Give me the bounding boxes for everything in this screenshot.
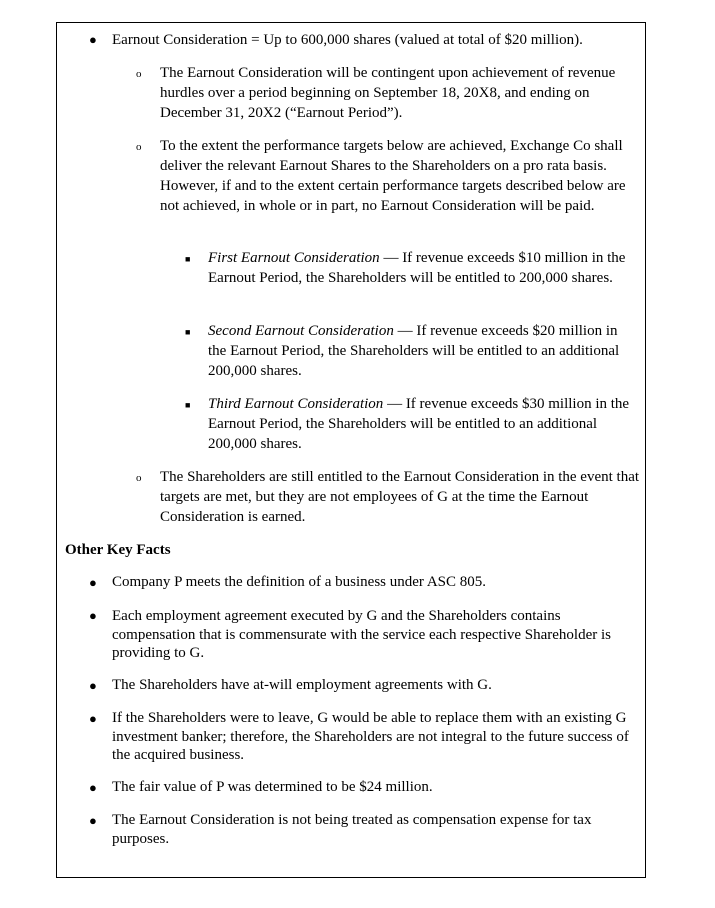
bullet-square: ■ (185, 254, 191, 264)
bullet-disc: ● (89, 711, 97, 726)
tier-third-text: — If revenue exceeds $30 million in the Earnout Period, the Shareholders will be entitled to an additional 200,000 shares. (208, 396, 630, 452)
earnout-contingency-text: The Earnout Consideration will be contingent upon achievement of revenue hurdles over a period beginning on September 18, 20X8, and ending on December 31, 20X2 (“Earnout Period”). (160, 65, 616, 121)
tier-third (208, 394, 638, 454)
bullet-square: ■ (185, 400, 191, 410)
tier-first-label: First Earnout Consideration (208, 250, 380, 266)
fact-item: The fair value of P was determined to be $24 million. (112, 779, 433, 795)
bullet-disc: ● (89, 575, 97, 590)
tier-first (208, 248, 638, 288)
bullet-disc: ● (89, 780, 97, 795)
fact-item: The Shareholders have at-will employment agreements with G. (112, 677, 492, 693)
bullet-disc: ● (89, 32, 97, 47)
other-key-facts-heading: Other Key Facts (65, 542, 171, 558)
tier-second-label: Second Earnout Consideration (208, 323, 394, 339)
earnout-non-employee-text: The Shareholders are still entitled to the Earnout Consideration in the event that targets are met, but they are not employees of G at the time the Earnout Consideration is earned. (160, 469, 640, 525)
fact-item: The Earnout Consideration is not being treated as compensation expense for tax purposes. (112, 812, 592, 847)
bullet-disc: ● (89, 813, 97, 828)
tier-third-label: Third Earnout Consideration (208, 396, 384, 412)
earnout-main-text: Earnout Consideration = Up to 600,000 shares (valued at total of $20 million). (112, 32, 583, 48)
fact-item: Each employment agreement executed by G and the Shareholders contains compensation that is commensurate with the service each respective Shareholder is providing to G. (112, 608, 611, 661)
fact-item: If the Shareholders were to leave, G would be able to replace them with an existing G investment banker; therefore, the Shareholders are not integral to the future success of the acquired business. (112, 710, 629, 763)
bullet-circle: o (136, 472, 142, 484)
bullet-square: ■ (185, 327, 191, 337)
tier-second-text: — If revenue exceeds $20 million in the Earnout Period, the Shareholders will be entitled to an additional 200,000 shares. (208, 323, 620, 379)
bullet-disc: ● (89, 678, 97, 693)
bullet-circle: o (136, 141, 142, 153)
bullet-disc: ● (89, 608, 97, 623)
tier-first-text: — If revenue exceeds $10 million in the Earnout Period, the Shareholders will be entitled to 200,000 shares. (208, 250, 626, 286)
fact-item: Company P meets the definition of a business under ASC 805. (112, 574, 486, 590)
tier-second (208, 321, 638, 381)
earnout-delivery-text: To the extent the performance targets below are achieved, Exchange Co shall deliver the relevant Earnout Shares to the Shareholders on a pro rata basis. However, if and to the extent certain performance targets described below are not achieved, in whole or in part, no Earnout Consideration will be paid. (160, 138, 626, 214)
bullet-circle: o (136, 68, 142, 80)
